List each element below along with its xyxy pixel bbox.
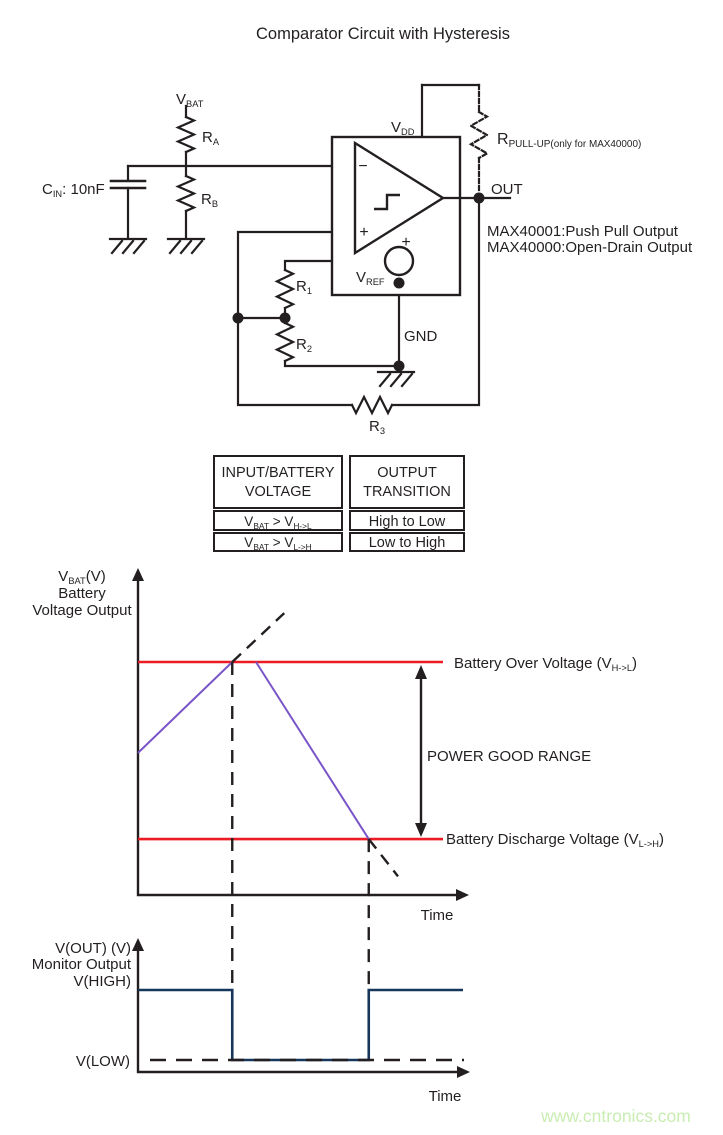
table-header-output: OUTPUT bbox=[377, 465, 437, 481]
r3-label: $R_3$ bbox=[368, 418, 386, 436]
ground-icon bbox=[168, 239, 204, 253]
output-note-max40001: MAX40001:Push Pull Output bbox=[487, 223, 678, 240]
graph2-ylabel-line1: V(OUT) (V) bbox=[55, 940, 131, 957]
resistor-r2-zigzag bbox=[277, 323, 293, 361]
graph-monitor-output bbox=[32, 938, 470, 1105]
projected-rise-dash bbox=[232, 613, 284, 662]
vdd-label: $V_{DD}$ bbox=[391, 119, 415, 137]
resistor-ra-zigzag bbox=[178, 117, 194, 152]
x-axis-arrow-icon bbox=[457, 1066, 470, 1078]
power-good-range-label: POWER GOOD RANGE bbox=[427, 748, 592, 765]
table-row-output: Low to High bbox=[368, 535, 446, 551]
rpullup-label: RPULL-UP(only for MAX40000) bbox=[497, 131, 642, 150]
table-header-cell bbox=[214, 456, 342, 508]
output-note-max40000: MAX40000:Open-Drain Output bbox=[487, 239, 693, 256]
graph2-ylabel-line2: Monitor Output bbox=[31, 956, 131, 973]
x-axis-arrow-icon bbox=[456, 889, 469, 901]
out-label: OUT bbox=[491, 181, 523, 198]
noninverting-sign: + bbox=[359, 224, 369, 241]
resistor-r1-zigzag bbox=[277, 270, 293, 308]
graph1-ylabel-line3: Voltage Output bbox=[32, 602, 132, 619]
graph2-axes bbox=[138, 946, 462, 1072]
ra-label: $R_A$ bbox=[202, 129, 220, 147]
inverting-sign: − bbox=[358, 158, 368, 175]
gnd-node-dot bbox=[394, 361, 405, 372]
table-row-condition: $V_{BAT} > V_{H->L}$ bbox=[244, 514, 312, 531]
range-arrow-up-icon bbox=[415, 665, 427, 679]
circuit-diagram bbox=[42, 85, 693, 436]
divider-node-dot-right bbox=[280, 313, 291, 324]
graph-battery-voltage bbox=[32, 568, 664, 985]
out-node-dot bbox=[474, 193, 485, 204]
vbat-label: $V_{BAT}$ bbox=[176, 91, 204, 109]
table-header-output-2: TRANSITION bbox=[363, 484, 451, 500]
rb-label: $R_B$ bbox=[201, 191, 219, 209]
threshold-table bbox=[214, 456, 464, 552]
vref-label: $V_{REF}$ bbox=[356, 269, 385, 287]
resistor-r3-zigzag bbox=[352, 397, 392, 413]
vref-node-dot bbox=[394, 278, 405, 289]
table-header-input-2: VOLTAGE bbox=[244, 484, 312, 500]
vref-polarity-sign: + bbox=[401, 234, 411, 251]
graph1-ylabel-line2: Battery bbox=[58, 585, 106, 602]
table-header-input: INPUT/BATTERY bbox=[221, 465, 335, 481]
vbat-charge-trace bbox=[138, 662, 232, 753]
gnd-label: GND bbox=[404, 328, 438, 345]
vbat-discharge-trace bbox=[256, 662, 369, 839]
pullup-resistor-zigzag bbox=[471, 112, 487, 158]
over-voltage-label: Battery Over Voltage $(V_{H->L})$ bbox=[454, 655, 637, 673]
vref-source-circle bbox=[385, 247, 413, 275]
graph1-axes bbox=[138, 576, 461, 895]
graph2-xlabel: Time bbox=[428, 1088, 462, 1105]
graph2-ylabel-line3: V(HIGH) bbox=[73, 973, 131, 990]
resistor-rb-zigzag bbox=[178, 176, 194, 211]
projected-fall-dash bbox=[369, 839, 398, 876]
graph1-ylabel-line1: $V_{BAT}(V)$ bbox=[58, 568, 106, 586]
y-axis-arrow-icon bbox=[132, 938, 144, 951]
table-row-condition: $V_{BAT} > V_{L->H}$ bbox=[244, 535, 312, 552]
range-arrow-down-icon bbox=[415, 823, 427, 837]
r1-label: $R_1$ bbox=[296, 278, 313, 296]
page-title: Comparator Circuit with Hysteresis bbox=[256, 25, 510, 43]
table-header-cell bbox=[350, 456, 464, 508]
vout-step-trace bbox=[138, 990, 463, 1060]
watermark: www.cntronics.com bbox=[541, 1106, 691, 1126]
vlow-label: V(LOW) bbox=[75, 1053, 130, 1070]
y-axis-arrow-icon bbox=[132, 568, 144, 581]
graph1-xlabel: Time bbox=[420, 907, 454, 924]
table-row-output: High to Low bbox=[368, 514, 446, 530]
ground-icon bbox=[110, 239, 146, 253]
cin-label: $C_{IN}$: 10nF bbox=[42, 181, 105, 199]
ground-icon bbox=[378, 372, 414, 386]
discharge-voltage-label: Battery Discharge Voltage $(V_{L->H})$ bbox=[446, 831, 665, 849]
r2-label: $R_2$ bbox=[296, 336, 313, 354]
divider-node-dot-left bbox=[233, 313, 244, 324]
